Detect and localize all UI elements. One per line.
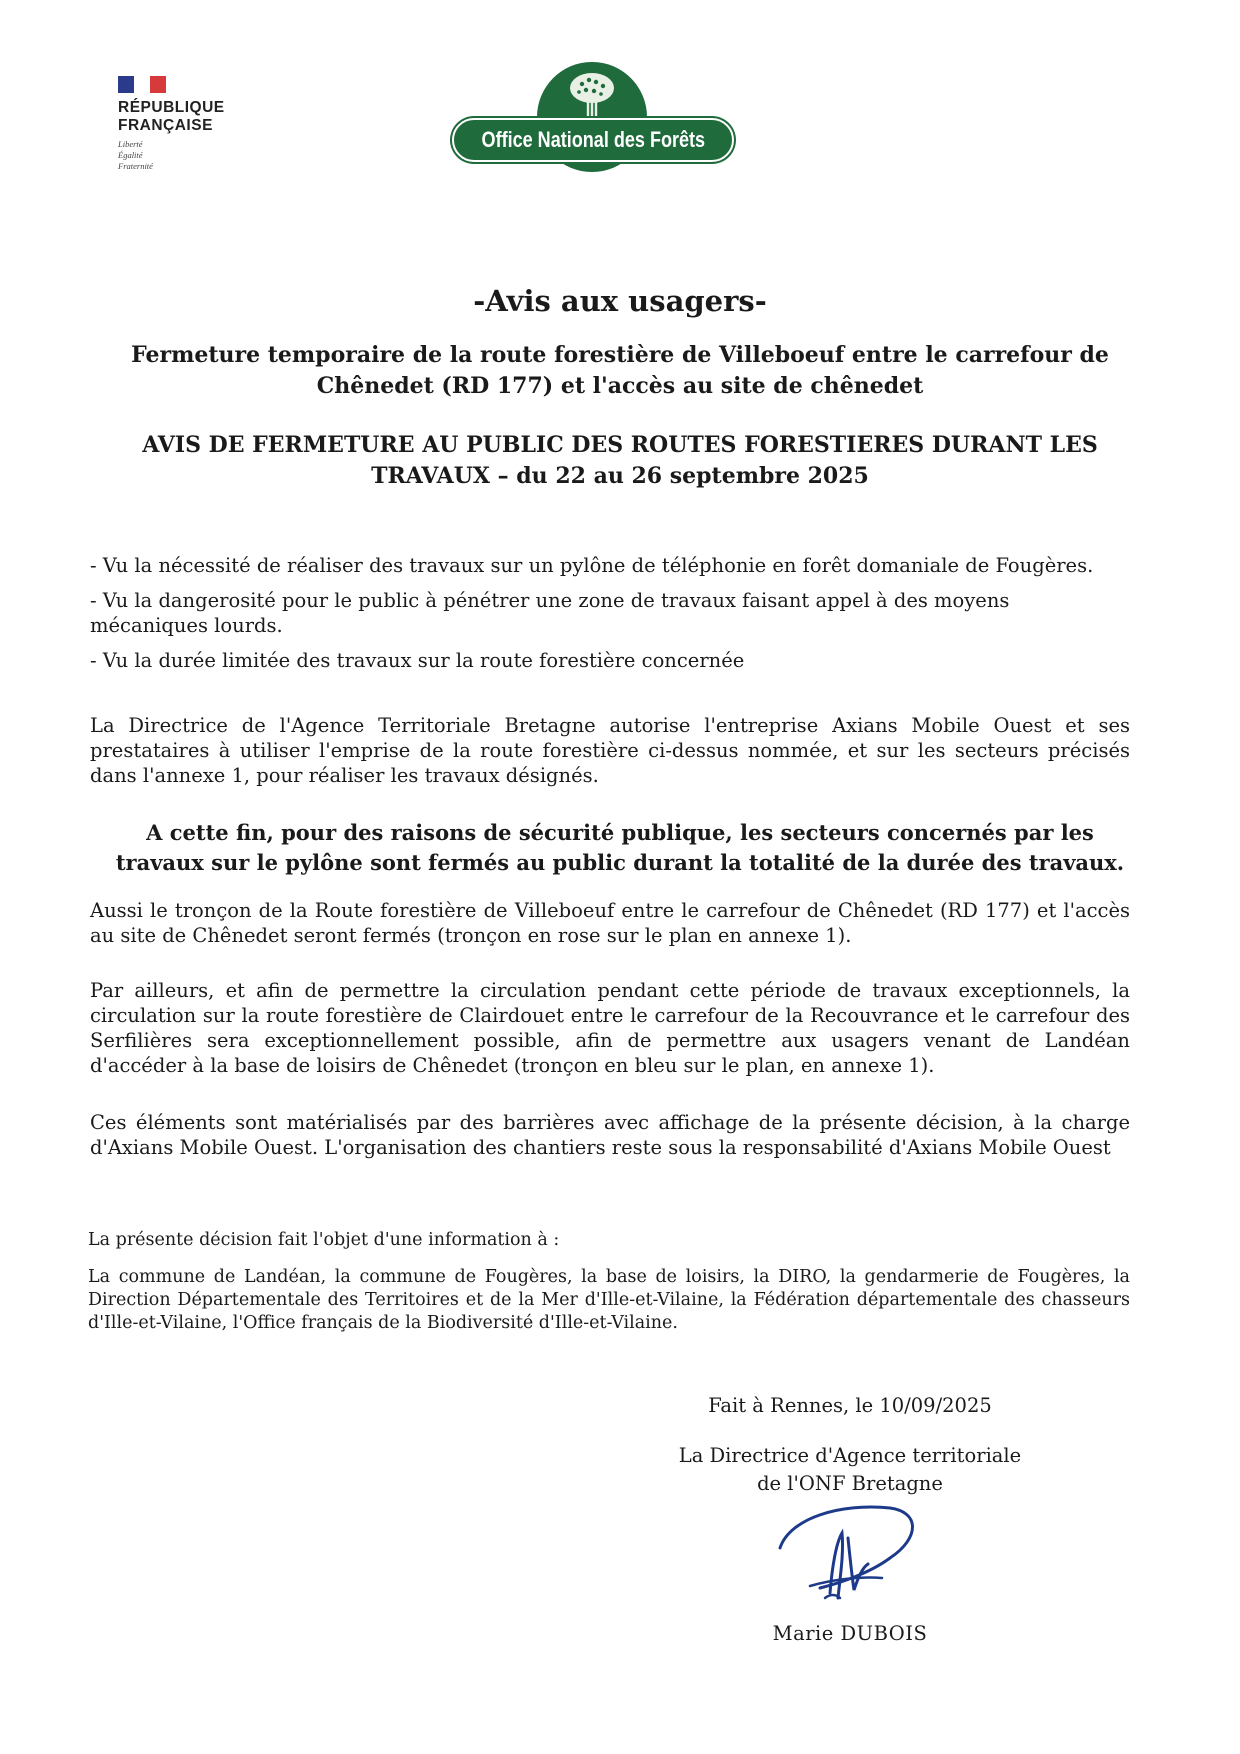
republique-title: RÉPUBLIQUE FRANÇAISE <box>118 99 225 134</box>
closure-statement: A cette fin, pour des raisons de sécurité publique, les secteurs concernés par les travaux sur le pylône sont fermés au public durant la totalité de la durée des travaux. <box>115 820 1125 875</box>
signatory-role: La Directrice d'Agence territoriale de l'ONF Bretagne <box>678 1444 1022 1495</box>
tree-icon <box>562 70 622 120</box>
onf-name: Office National des Forêts <box>481 127 705 152</box>
marianne-flag-icon <box>118 76 166 93</box>
list-item: - Vu la nécessité de réaliser des travaux sur un pylône de téléphonie en forêt domaniale de Fougères. <box>90 554 1094 577</box>
authorization-paragraph: La Directrice de l'Agence Territoriale Bretagne autorise l'entreprise Axians Mobile Ouest et ses prestataires à utiliser l'emprise de la route forestière ci-dessus nommée, et sur les secteurs précisés dans l'annexe 1, pour réaliser les travaux désignés. <box>90 714 1130 787</box>
handwritten-signature <box>770 1498 930 1608</box>
barriers-paragraph: Ces éléments sont matérialisés par des barrières avec affichage de la présente décision, à la charge d'Axians Mobile Ouest. L'organisation des chantiers reste sous la responsabilité d'Axians Mobile Ouest <box>90 1111 1130 1159</box>
closure-notice-heading: AVIS DE FERMETURE AU PUBLIC DES ROUTES FORESTIERES DURANT LES TRAVAUX – du 22 au 26 septembre 2025 <box>142 432 1098 489</box>
republique-francaise-logo <box>118 76 248 172</box>
document-subtitle: Fermeture temporaire de la route forestière de Villeboeuf entre le carrefour de Chênedet (RD 177) et l'accès au site de chênedet <box>131 342 1109 399</box>
document-title: -Avis aux usagers- <box>473 284 767 318</box>
detour-paragraph: Par ailleurs, et afin de permettre la circulation pendant cette période de travaux exceptionnels, la circulation sur la route forestière de Clairdouet entre le carrefour de la Recouvrance et le carrefour des Serfilières sera exceptionnellement possible, afin de permettre aux usagers venant de Landéan d'accéder à la base de loisirs de Chênedet (tronçon en bleu sur le plan, en annexe 1). <box>90 979 1130 1077</box>
place-and-date: Fait à Rennes, le 10/09/2025 <box>708 1394 992 1417</box>
information-intro: La présente décision fait l'objet d'une information à : <box>88 1230 560 1250</box>
list-item: - Vu la dangerosité pour le public à pénétrer une zone de travaux faisant appel à des moyens mécaniques lourds. <box>90 589 1010 637</box>
onf-name-band <box>452 118 734 162</box>
onf-logo <box>452 62 734 174</box>
signatory-name: Marie DUBOIS <box>772 1622 928 1645</box>
list-item: - Vu la durée limitée des travaux sur la route forestière concernée <box>90 649 745 672</box>
information-recipients: La commune de Landéan, la commune de Fougères, la base de loisirs, la DIRO, la gendarmerie de Fougères, la Direction Départementale des Territoires et de la Mer d'Ille-et-Vilaine, la Fédération départementale des chasseurs d'Ille-et-Vilaine, l'Office français de la Biodiversité d'Ille-et-Vilaine. <box>88 1267 1130 1333</box>
republique-motto: Liberté Égalité Fraternité <box>118 139 153 171</box>
considerations-list <box>90 553 1130 683</box>
closed-section-paragraph: Aussi le tronçon de la Route forestière de Villeboeuf entre le carrefour de Chênedet (RD 177) et l'accès au site de Chênedet seront fermés (tronçon en rose sur le plan en annexe 1). <box>90 899 1130 947</box>
